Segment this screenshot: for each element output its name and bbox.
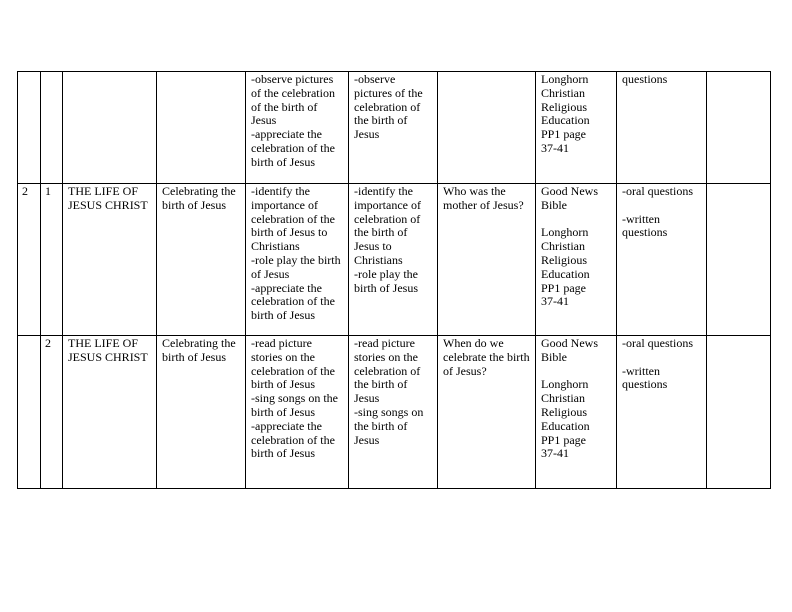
cell-text-line: of Jesus (251, 266, 290, 281)
cell-text-line: -sing songs on (354, 404, 424, 419)
cell-text-line: celebration of the (251, 211, 335, 226)
cell-text-line: Education (541, 266, 590, 281)
blank-line (541, 365, 612, 379)
cell-text-line: mother of Jesus? (443, 197, 524, 212)
resources-cell (536, 336, 617, 489)
cell-text-line: -written (622, 211, 660, 226)
cell-text-line: birth of Jesus (162, 349, 226, 364)
sub-strand-cell (157, 72, 246, 184)
table-row (18, 184, 771, 336)
cell-text-line: celebration of (354, 99, 421, 114)
strand-cell (63, 336, 157, 489)
cell-text-line: birth of Jesus (251, 377, 315, 392)
cell-number: 2 (45, 336, 51, 350)
cell-text-line: birth of Jesus (354, 280, 418, 295)
cell-text-line: birth of Jesus (251, 308, 315, 323)
reflection-cell (707, 72, 771, 184)
cell-text-line: Good News (541, 336, 598, 350)
cell-text-line: Good News (541, 184, 598, 198)
sub-strand-cell (157, 336, 246, 489)
learning-outcomes-cell (246, 184, 349, 336)
cell-text-line: 37-41 (541, 140, 569, 155)
cell-text-line: -identify the (251, 184, 310, 198)
cell-text-line: birth of Jesus (251, 404, 315, 419)
cell-text-line: -observe (354, 72, 396, 86)
cell-text-line: Who was the (443, 184, 506, 198)
cell-text-line: PP1 page (541, 432, 586, 447)
cell-text-line: Celebrating the (162, 184, 236, 198)
cell-text-line: -oral questions (622, 184, 693, 198)
cell-text-line: -role play the birth (251, 252, 341, 267)
cell-text-line: Religious (541, 99, 588, 114)
cell-text-line: -oral questions (622, 336, 693, 350)
cell-text-line: -read picture (354, 336, 415, 350)
learning-outcomes-cell (246, 336, 349, 489)
learning-experiences-cell (349, 72, 438, 184)
lesson-cell (41, 72, 63, 184)
cell-text-line: -identify the (354, 184, 413, 198)
cell-text-line: Christians (354, 252, 403, 267)
resources-cell (536, 72, 617, 184)
assessment-cell (617, 336, 707, 489)
cell-text-line: the birth of (354, 377, 408, 392)
table-row (18, 336, 771, 489)
cell-number: 1 (45, 184, 51, 198)
strand-cell (63, 72, 157, 184)
cell-text-line: Jesus (354, 391, 380, 406)
cell-text-line: celebration of the (251, 140, 335, 155)
week-cell (18, 184, 41, 336)
scheme-of-work-table (17, 71, 771, 489)
cell-text-line: stories on the (251, 349, 315, 364)
cell-text-line: pictures of the (354, 85, 423, 100)
cell-text-line: birth of Jesus (162, 197, 226, 212)
cell-text-line: Jesus to (354, 239, 392, 254)
week-cell (18, 336, 41, 489)
cell-text-line: questions (622, 72, 668, 86)
learning-experiences-cell (349, 184, 438, 336)
table-row (18, 72, 771, 184)
assessment-cell (617, 72, 707, 184)
cell-text-line: questions (622, 377, 668, 392)
cell-text-line: importance of (354, 197, 421, 212)
blank-line (622, 199, 702, 213)
cell-text-line: celebration of (354, 363, 421, 378)
cell-text-line: -role play the (354, 266, 418, 281)
cell-text-line: celebrate the birth (443, 349, 530, 364)
cell-text-line: JESUS CHRIST (68, 349, 148, 364)
lesson-cell (41, 184, 63, 336)
cell-text-line: of the celebration (251, 85, 335, 100)
table-body (18, 72, 771, 489)
cell-text-line: PP1 page (541, 280, 586, 295)
cell-text-line: of Jesus? (443, 363, 487, 378)
inquiry-questions-cell (438, 72, 536, 184)
cell-text-line: Celebrating the (162, 336, 236, 350)
cell-text-line: Education (541, 113, 590, 128)
reflection-cell (707, 336, 771, 489)
cell-text-line: -appreciate the (251, 280, 322, 295)
cell-text-line: celebration of the (251, 294, 335, 309)
cell-text-line: -read picture (251, 336, 312, 350)
cell-text-line: THE LIFE OF (68, 336, 138, 350)
cell-text-line: Bible (541, 197, 567, 212)
sub-strand-cell (157, 184, 246, 336)
cell-text-line: celebration of the (251, 363, 335, 378)
learning-experiences-cell (349, 336, 438, 489)
cell-text-line: 37-41 (541, 294, 569, 309)
cell-text-line: Christian (541, 239, 585, 254)
cell-text-line: Christian (541, 391, 585, 406)
cell-text-line: birth of Jesus (251, 446, 315, 461)
cell-text-line: importance of (251, 197, 318, 212)
cell-text-line: of the birth of (251, 99, 318, 114)
cell-number: 2 (22, 184, 28, 198)
cell-text-line: Education (541, 418, 590, 433)
cell-text-line: Jesus (354, 127, 380, 142)
cell-text-line: -appreciate the (251, 418, 322, 433)
blank-line (622, 351, 702, 365)
cell-text-line: stories on the (354, 349, 418, 364)
cell-text-line: Bible (541, 349, 567, 364)
strand-cell (63, 184, 157, 336)
cell-text-line: the birth of (354, 225, 408, 240)
cell-text-line: Religious (541, 252, 588, 267)
cell-text-line: -sing songs on the (251, 391, 338, 406)
cell-text-line: Longhorn (541, 377, 589, 392)
cell-text-line: PP1 page (541, 127, 586, 142)
lesson-cell (41, 336, 63, 489)
cell-text-line: -observe pictures (251, 72, 334, 86)
cell-text-line: JESUS CHRIST (68, 197, 148, 212)
week-cell (18, 72, 41, 184)
cell-text-line: birth of Jesus to (251, 225, 328, 240)
cell-text-line: THE LIFE OF (68, 184, 138, 198)
cell-text-line: -written (622, 363, 660, 378)
cell-text-line: celebration of (354, 211, 421, 226)
reflection-cell (707, 184, 771, 336)
cell-text-line: the birth of (354, 418, 408, 433)
cell-text-line: Christians (251, 239, 300, 254)
cell-text-line: Longhorn (541, 72, 589, 86)
assessment-cell (617, 184, 707, 336)
cell-text-line: Religious (541, 404, 588, 419)
cell-text-line: Jesus (354, 432, 380, 447)
cell-text-line: -appreciate the (251, 127, 322, 142)
inquiry-questions-cell (438, 336, 536, 489)
cell-text-line: birth of Jesus (251, 154, 315, 169)
learning-outcomes-cell (246, 72, 349, 184)
cell-text-line: Christian (541, 85, 585, 100)
inquiry-questions-cell (438, 184, 536, 336)
cell-text-line: celebration of the (251, 432, 335, 447)
cell-text-line: Longhorn (541, 225, 589, 240)
cell-text-line: the birth of (354, 113, 408, 128)
cell-text-line: questions (622, 225, 668, 240)
cell-text-line: When do we (443, 336, 504, 350)
resources-cell (536, 184, 617, 336)
blank-line (541, 213, 612, 227)
cell-text-line: Jesus (251, 113, 277, 128)
cell-text-line: 37-41 (541, 446, 569, 461)
